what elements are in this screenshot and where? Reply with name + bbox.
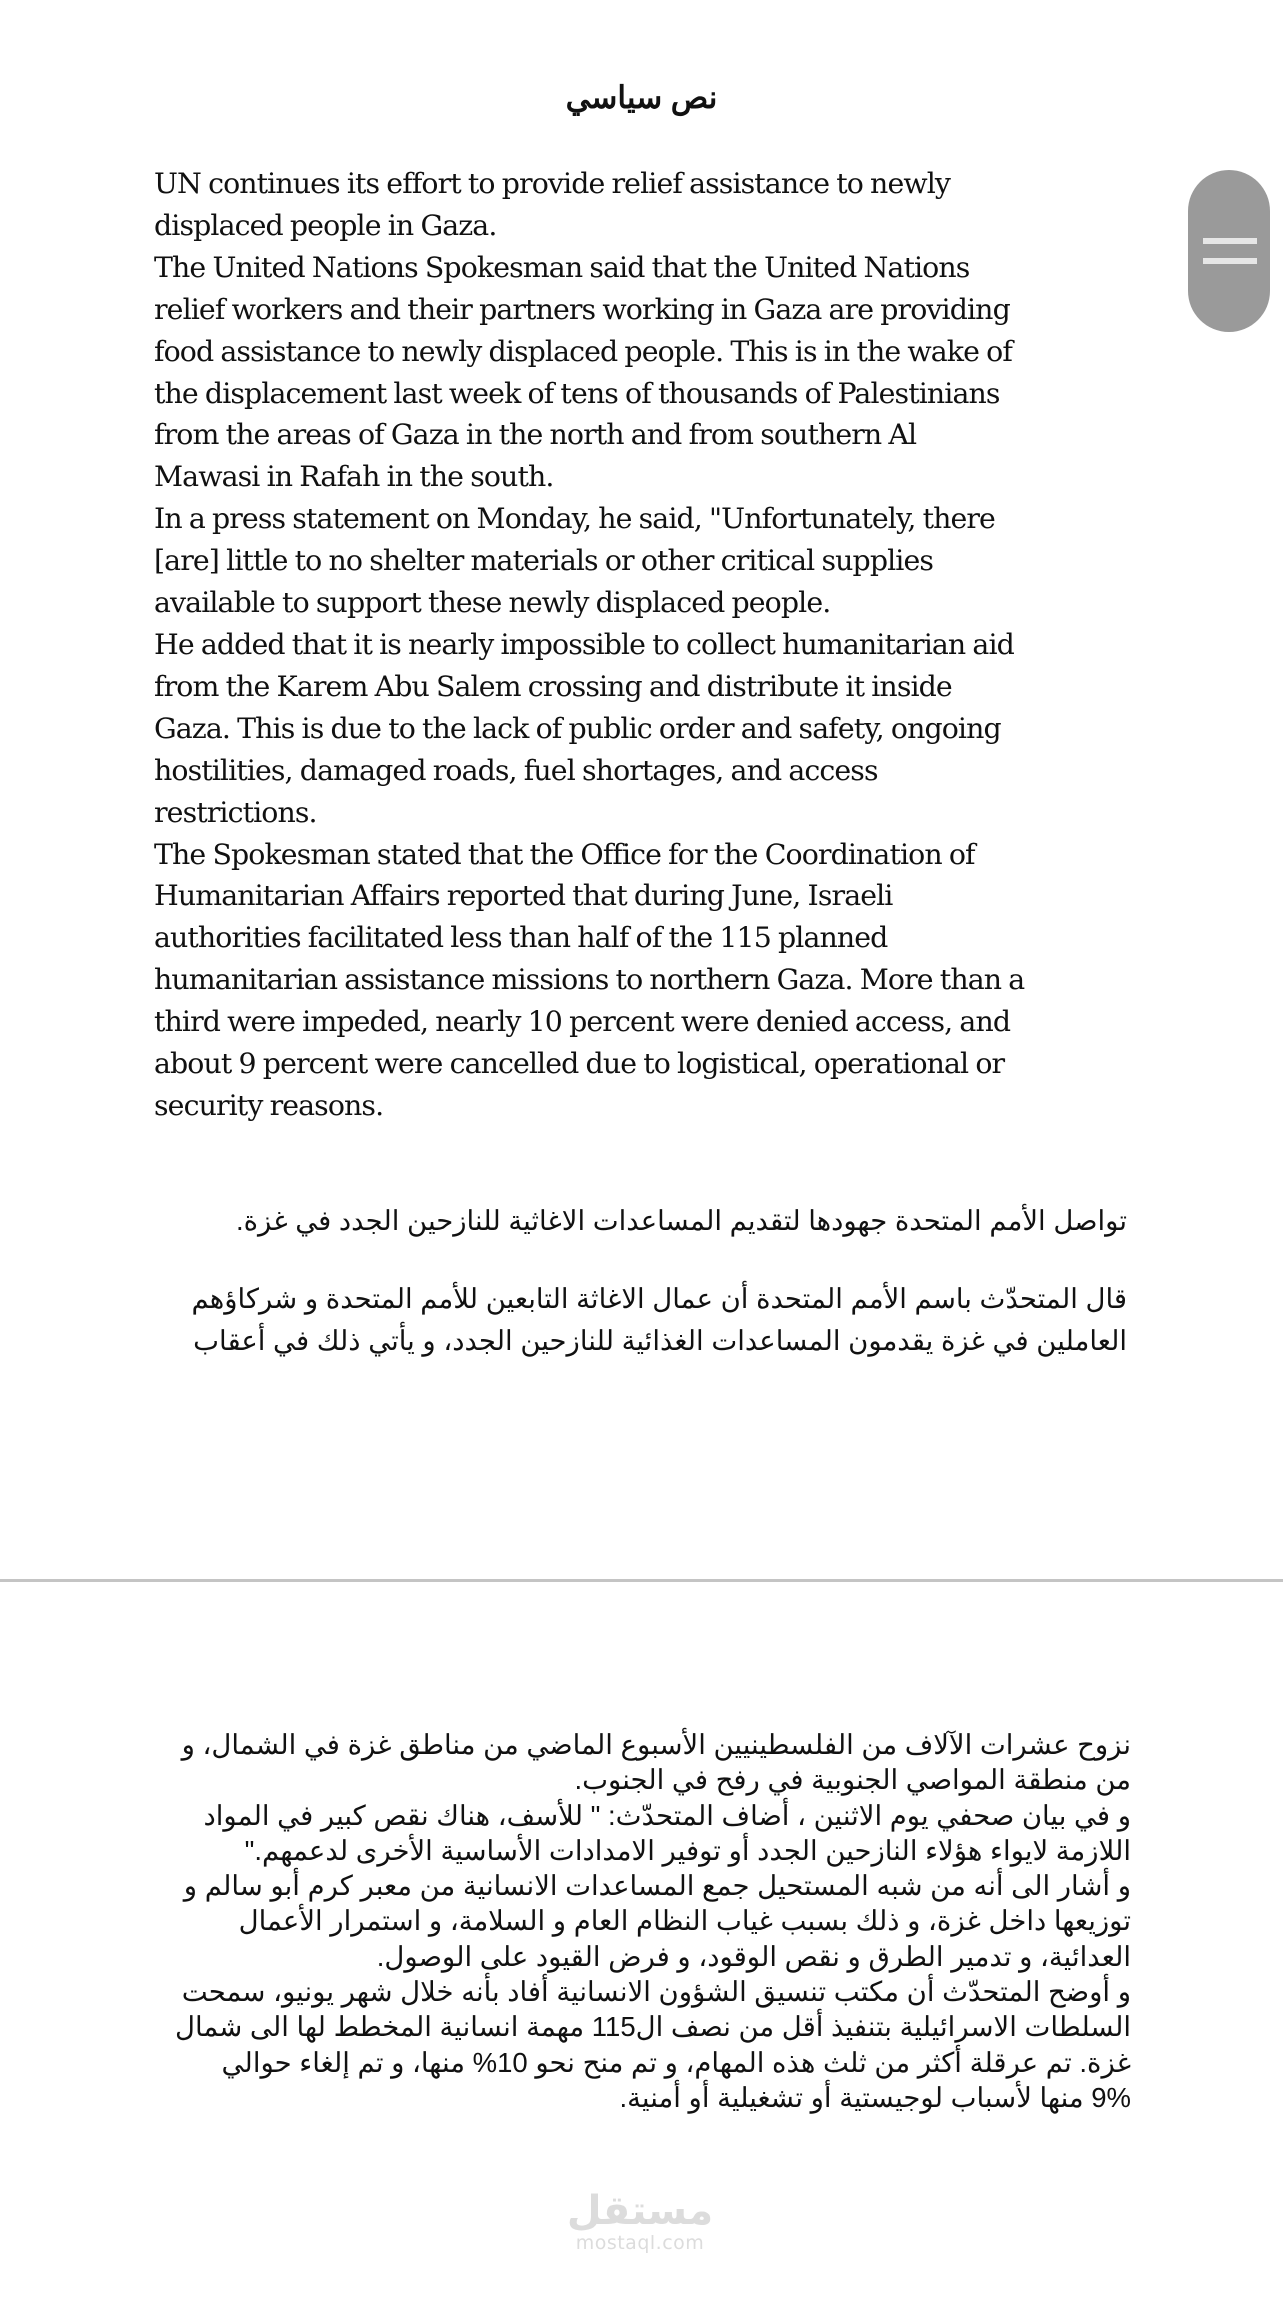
text-line: Gaza. This is due to the lack of public order and safety, ongoing: [154, 711, 1001, 745]
text-line: اللازمة لايواء هؤلاء النازحين الجدد أو توفير الامدادات الأساسية الأخرى لدعمهم.": [244, 1834, 1131, 1866]
text-line: 9% منها لأسباب لوجيستية أو تشغيلية أو أمنية.: [619, 2081, 1131, 2113]
arabic-text-block-page-2: [151, 1727, 1131, 2115]
arabic-paragraph-2: [167, 1278, 1127, 1362]
scroll-handle[interactable]: [1188, 170, 1270, 332]
text-line: قال المتحدّث باسم الأمم المتحدة أن عمال الاغاثة التابعين للأمم المتحدة و شركاؤهم: [191, 1283, 1127, 1314]
text-line: تواصل الأمم المتحدة جهودها لتقديم المساعدات الاغاثية للنازحين الجدد في غزة.: [235, 1205, 1127, 1236]
text-line: relief workers and their partners working in Gaza are providing: [154, 292, 1010, 326]
page-divider: [0, 1579, 1283, 1582]
text-line: restrictions.: [154, 795, 317, 829]
text-line: hostilities, damaged roads, fuel shortages, and access: [154, 753, 878, 787]
watermark-english: mostaql.com: [575, 2232, 705, 2254]
text-line: Humanitarian Affairs reported that during June, Israeli: [154, 879, 893, 913]
text-line: نزوح عشرات الآلاف من الفلسطينيين الأسبوع الماضي من مناطق غزة في الشمال، و: [181, 1729, 1131, 1760]
english-paragraph-5: [154, 834, 1124, 1127]
text-line: He added that it is nearly impossible to collect humanitarian aid: [154, 627, 1014, 661]
text-line: the displacement last week of tens of thousands of Palestinians: [154, 376, 1000, 410]
watermark-arabic: مستقل: [566, 2188, 714, 2234]
text-line: [are] little to no shelter materials or other critical supplies: [154, 544, 934, 578]
text-line: authorities facilitated less than half of the 115 planned: [154, 921, 888, 955]
text-line: و أوضح المتحدّث أن مكتب تنسيق الشؤون الانسانية أفاد بأنه خلال شهر يونيو، سمحت: [181, 1976, 1131, 2008]
text-line: The Spokesman stated that the Office for the Coordination of: [154, 837, 975, 871]
text-line: UN continues its effort to provide relief assistance to newly: [154, 167, 951, 200]
text-line: available to support these newly displaced people.: [154, 586, 831, 620]
drag-handle-icon: [1203, 258, 1257, 264]
english-text-block: [154, 163, 1124, 1127]
text-line: from the Karem Abu Salem crossing and distribute it inside: [154, 669, 952, 703]
text-line: food assistance to newly displaced people. This is in the wake of: [154, 334, 1012, 368]
text-line: توزيعها داخل غزة، و ذلك بسبب غياب النظام العام و السلامة، و استمرار الأعمال: [238, 1905, 1131, 1937]
text-line: و أشار الى أنه من شبه المستحيل جمع المساعدات الانسانية من معبر كرم أبو سالم و: [183, 1870, 1131, 1902]
page-title: نص سياسي: [565, 80, 718, 115]
text-line: غزة. تم عرقلة أكثر من ثلث هذه المهام، و تم منح نحو 10% منها، و تم إلغاء حوالي: [221, 2046, 1131, 2078]
drag-handle-icon: [1203, 238, 1257, 244]
text-line: about 9 percent were cancelled due to logistical, operational or: [154, 1047, 1005, 1081]
text-line: من منطقة المواصي الجنوبية في رفح في الجنوب.: [574, 1764, 1131, 1796]
english-paragraph-1: [154, 163, 1124, 247]
english-paragraph-4: [154, 624, 1124, 834]
text-line: humanitarian assistance missions to northern Gaza. More than a: [154, 963, 1025, 997]
english-paragraph-2: [154, 247, 1124, 498]
watermark-logo: [560, 2190, 720, 2254]
english-paragraph-3: [154, 498, 1124, 624]
text-line: The United Nations Spokesman said that the United Nations: [154, 250, 970, 284]
text-line: displaced people in Gaza.: [154, 208, 497, 242]
text-line: Mawasi in Rafah in the south.: [154, 460, 554, 494]
text-line: In a press statement on Monday, he said, "Unfortunately, there: [154, 502, 995, 536]
text-line: و في بيان صحفي يوم الاثنين ، أضاف المتحدّث: " للأسف، هناك نقص كبير في المواد: [203, 1799, 1131, 1831]
text-line: العاملين في غزة يقدمون المساعدات الغذائية للنازحين الجدد، و يأتي ذلك في أعقاب: [193, 1325, 1127, 1356]
text-line: third were impeded, nearly 10 percent were denied access, and: [154, 1005, 1011, 1039]
text-line: العدائية، و تدمير الطرق و نقص الوقود، و فرض القيود على الوصول.: [376, 1940, 1131, 1972]
text-line: security reasons.: [154, 1088, 384, 1122]
text-line: السلطات الاسرائيلية بتنفيذ أقل من نصف ال115 مهمة انسانية المخطط لها الى شمال: [174, 2011, 1131, 2043]
arabic-paragraph-1: [167, 1200, 1127, 1242]
text-line: from the areas of Gaza in the north and from southern Al: [154, 418, 917, 452]
